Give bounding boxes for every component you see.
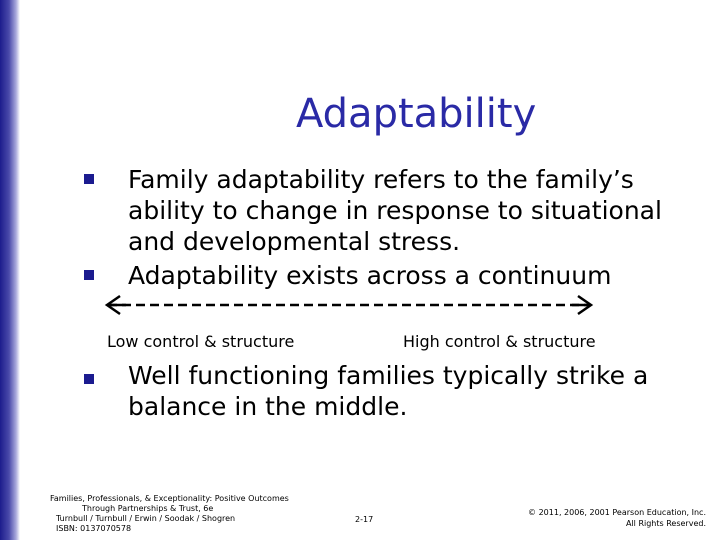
- copyright-line-1: © 2011, 2006, 2001 Pearson Education, Inc.: [528, 508, 706, 517]
- bullet-marker: [84, 270, 94, 280]
- continuum-high-label: High control & structure: [403, 332, 596, 351]
- bullet-3-line-2: balance in the middle.: [128, 392, 408, 421]
- page-number: 2-17: [355, 515, 374, 524]
- copyright-line-2: All Rights Reserved.: [625, 519, 706, 528]
- bullet-1-line-2: ability to change in response to situational: [128, 196, 662, 225]
- bullet-3-line-1: Well functioning families typically strike a: [128, 361, 649, 390]
- bullet-2-line-1: Adaptability exists across a continuum: [128, 261, 612, 290]
- bullet-marker: [84, 174, 94, 184]
- footer-book-line-1: Families, Professionals, & Exceptionality: Positive Outcomes: [50, 494, 289, 503]
- side-gradient-bar: [0, 0, 20, 540]
- bullet-1-line-3: and developmental stress.: [128, 227, 461, 256]
- continuum-double-arrow: [104, 294, 594, 316]
- continuum-low-label: Low control & structure: [107, 332, 295, 351]
- footer-book-line-3: Turnbull / Turnbull / Erwin / Soodak / Shogren: [56, 514, 236, 523]
- slide-title: Adaptability: [296, 91, 537, 137]
- bullet-1-line-1: Family adaptability refers to the family’s: [128, 165, 634, 194]
- footer-book-line-4: ISBN: 0137070578: [56, 524, 132, 533]
- footer-book-line-2: Through Partnerships & Trust, 6e: [82, 504, 214, 513]
- bullet-marker: [84, 374, 94, 384]
